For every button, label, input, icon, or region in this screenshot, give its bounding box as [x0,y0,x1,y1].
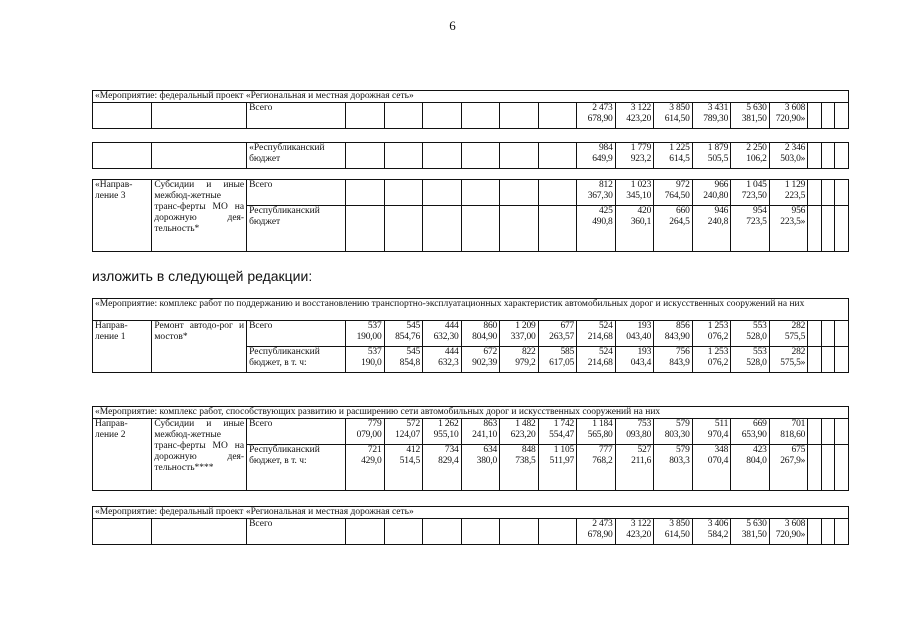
row-label: Всего [247,519,346,545]
top-table-republican-budget [92,142,849,169]
value-cell: 1 023 345,10 [615,180,654,206]
value-cell: 634 380,0 [461,445,500,491]
top-table-direction-3 [92,179,849,252]
section-title: «Мероприятие: комплекс работ, способствующих развитию и расширению сети автомобильных дорог и искусственных сооружений на них [93,407,849,419]
row-label: Всего [247,103,346,129]
value-cell: 3 122 423,20 [615,519,654,545]
value-cell: 5 630 381,50 [731,519,770,545]
value-cell: 1 225 614,5 [654,143,693,169]
value-cell: 721 429,0 [346,445,385,491]
value-cell: 1 184 565,80 [577,419,616,445]
row-label: Всего [247,180,346,206]
value-cell: 3 406 584,2 [692,519,731,545]
value-cell: 579 803,30 [654,419,693,445]
measure-label: Ремонт автодо-рог и мостов* [152,321,247,373]
value-cell: 972 764,50 [654,180,693,206]
value-cell: 1 209 337,00 [500,321,539,347]
direction-label: Направ- ление 2 [93,419,152,491]
value-cell: 677 263,57 [538,321,577,347]
measure-label: Субсидии и иные межбюд-жетные транс-ферты МО на дорожную дея-тельность* [152,180,247,252]
value-cell: 5 630 381,50 [731,103,770,129]
row-label: Республиканский бюджет [247,206,346,252]
value-cell: 585 617,05 [538,347,577,373]
section-title: «Мероприятие: федеральный проект «Региональная и местная дорожная сеть» [93,91,849,103]
table-row [93,519,849,545]
table-row [93,180,849,206]
value-cell: 669 653,90 [731,419,770,445]
value-cell: 1 482 623,20 [500,419,539,445]
value-cell: 537 190,00 [346,321,385,347]
value-cell: 2 473 678,90 [577,103,616,129]
value-cell: 2 473 678,90 [577,519,616,545]
value-cell: 860 804,90 [461,321,500,347]
value-cell: 444 632,30 [423,321,462,347]
value-cell: 1 262 955,10 [423,419,462,445]
value-cell: 1 105 511,97 [538,445,577,491]
table-row [93,103,849,129]
value-cell: 545 854,8 [384,347,423,373]
section-title: «Мероприятие: комплекс работ по поддержанию и восстановлению транспортно-эксплуатационных характеристик автомобильных дорог и искусственных сооружений на них [93,299,849,321]
value-cell: 701 818,60 [769,419,808,445]
top-table-federal-project [92,90,849,129]
value-cell: 779 079,00 [346,419,385,445]
row-label: «Республиканский бюджет [247,143,346,169]
value-cell: 1 253 076,2 [692,347,731,373]
value-cell: 1 253 076,2 [692,321,731,347]
value-cell: 856 843,90 [654,321,693,347]
value-cell: 553 528,0 [731,347,770,373]
value-cell: 956 223,5» [769,206,808,252]
value-cell: 3 608 720,90» [769,103,808,129]
value-cell: 954 723,5 [731,206,770,252]
value-cell: 1 129 223,5 [769,180,808,206]
value-cell: 660 264,5 [654,206,693,252]
value-cell: 822 979,2 [500,347,539,373]
row-label: Всего [247,419,346,445]
value-cell: 2 346 503,0» [769,143,808,169]
table-row [93,419,849,445]
value-cell: 423 804,0 [731,445,770,491]
value-cell: 545 854,76 [384,321,423,347]
value-cell: 282 575,5 [769,321,808,347]
row-label: Республиканский бюджет, в т. ч: [247,347,346,373]
direction-label: «Направ- ление 3 [93,180,152,252]
value-cell: 3 431 789,30 [692,103,731,129]
bottom-table-federal-project [92,506,849,545]
value-cell: 527 211,6 [615,445,654,491]
value-cell: 348 070,4 [692,445,731,491]
value-cell: 2 250 106,2 [731,143,770,169]
row-label: Республиканский бюджет, в т. ч: [247,445,346,491]
page-number: 6 [449,18,456,33]
value-cell: 848 738,5 [500,445,539,491]
value-cell: 425 490,8 [577,206,616,252]
bottom-table-direction-1 [92,298,849,373]
value-cell: 3 850 614,50 [654,519,693,545]
value-cell: 984 649,9 [577,143,616,169]
value-cell: 511 970,4 [692,419,731,445]
measure-label: Субсидии и иные межбюд-жетные транс-ферты МО на дорожную дея-тельность**** [152,419,247,491]
value-cell: 675 267,9» [769,445,808,491]
bottom-table-direction-2 [92,406,849,491]
value-cell: 1 742 554,47 [538,419,577,445]
value-cell: 1 779 923,2 [615,143,654,169]
value-cell: 282 575,5» [769,347,808,373]
value-cell: 756 843,9 [654,347,693,373]
value-cell: 537 190,0 [346,347,385,373]
table-row [93,321,849,347]
direction-label: Направ- ление 1 [93,321,152,373]
value-cell: 524 214,68 [577,347,616,373]
section-title: «Мероприятие: федеральный проект «Региональная и местная дорожная сеть» [93,507,849,519]
value-cell: 3 608 720,90» [769,519,808,545]
value-cell: 553 528,0 [731,321,770,347]
value-cell: 444 632,3 [423,347,462,373]
value-cell: 734 829,4 [423,445,462,491]
value-cell: 1 879 505,5 [692,143,731,169]
value-cell: 420 360,1 [615,206,654,252]
value-cell: 412 514,5 [384,445,423,491]
value-cell: 3 850 614,50 [654,103,693,129]
value-cell: 572 124,07 [384,419,423,445]
value-cell: 524 214,68 [577,321,616,347]
value-cell: 777 768,2 [577,445,616,491]
value-cell: 1 045 723,50 [731,180,770,206]
amendment-heading: изложить в следующей редакции: [92,268,313,284]
value-cell: 193 043,4 [615,347,654,373]
value-cell: 966 240,80 [692,180,731,206]
value-cell: 753 093,80 [615,419,654,445]
row-label: Всего [247,321,346,347]
value-cell: 3 122 423,20 [615,103,654,129]
value-cell: 863 241,10 [461,419,500,445]
table-row [93,143,849,169]
value-cell: 812 367,30 [577,180,616,206]
value-cell: 193 043,40 [615,321,654,347]
value-cell: 672 902,39 [461,347,500,373]
value-cell: 946 240,8 [692,206,731,252]
value-cell: 579 803,3 [654,445,693,491]
